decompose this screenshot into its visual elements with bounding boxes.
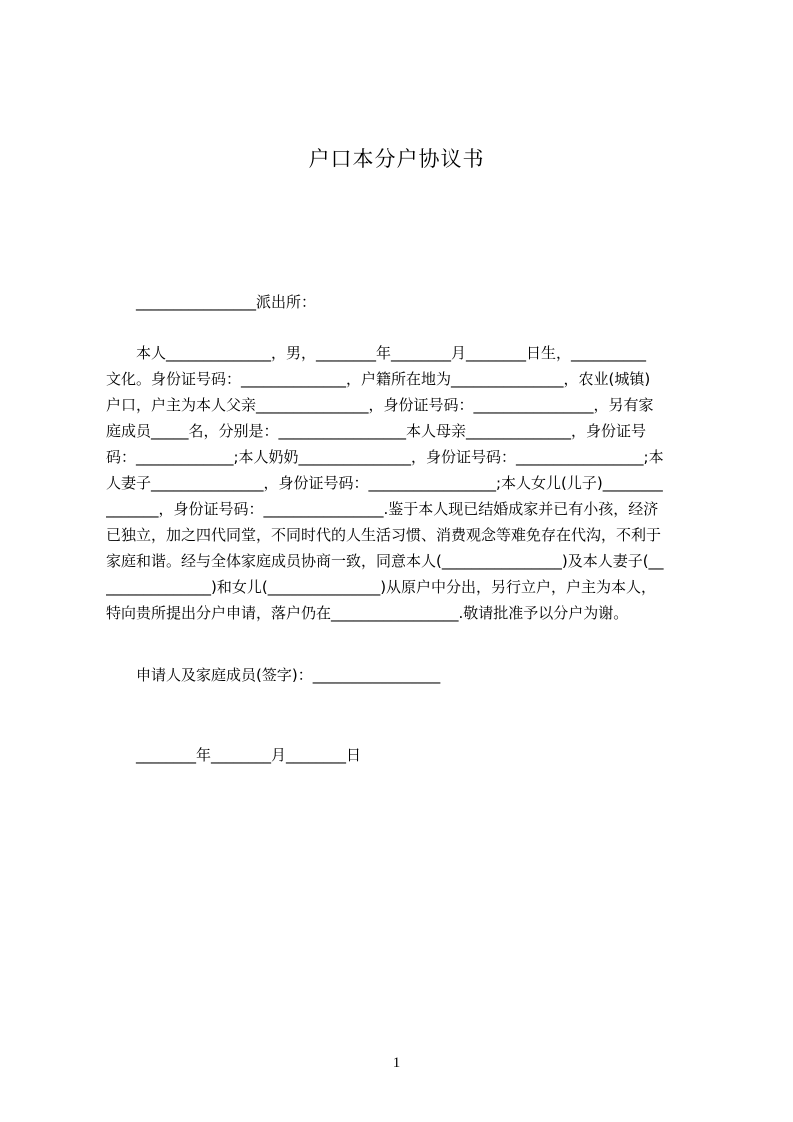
body-line: ______________)和女儿(_______________)从原户中分出，另行立户，户主为本人， bbox=[106, 578, 657, 596]
body-line: 人妻子_______________，身份证号码：_________________;本人女儿(儿子)________ bbox=[106, 474, 663, 492]
body-paragraph bbox=[106, 340, 702, 626]
applicant-signature-line: 申请人及家庭成员(签字)：_________________ bbox=[136, 666, 441, 684]
body-line: 码：_____________;本人奶奶_______________，身份证号码：_________________;本 bbox=[106, 448, 664, 466]
body-line: 文化。身份证号码：______________，户籍所在地为_______________，农业(城镇) bbox=[106, 370, 651, 388]
body-line: 户口，户主为本人父亲_______________，身份证号码：________________，另有家 bbox=[106, 396, 654, 414]
document-title: 户口本分户协议书 bbox=[308, 147, 485, 171]
page-number: 1 bbox=[392, 1055, 401, 1071]
body-line: _______，身份证号码：________________.鉴于本人现已结婚成家并已有小孩，经济 bbox=[106, 500, 659, 518]
addressee-line: ________________派出所： bbox=[136, 293, 317, 311]
body-line: 特向贵所提出分户申请，落户仍在_________________.敬请批准予以分户为谢。 bbox=[106, 604, 629, 622]
body-line: 家庭和谐。经与全体家庭成员协商一致，同意本人(________________)及本人妻子(__ bbox=[106, 552, 664, 570]
date-line: ________年________月________日 bbox=[136, 746, 362, 764]
body-line: 本人______________，男，________年________月________日生，__________ bbox=[106, 344, 647, 362]
body-line: 庭成员_____名，分别是：_________________本人母亲______________，身份证号 bbox=[106, 422, 647, 440]
body-line: 已独立，加之四代同堂，不同时代的人生活习惯、消费观念等难免存在代沟，不利于 bbox=[106, 526, 662, 544]
